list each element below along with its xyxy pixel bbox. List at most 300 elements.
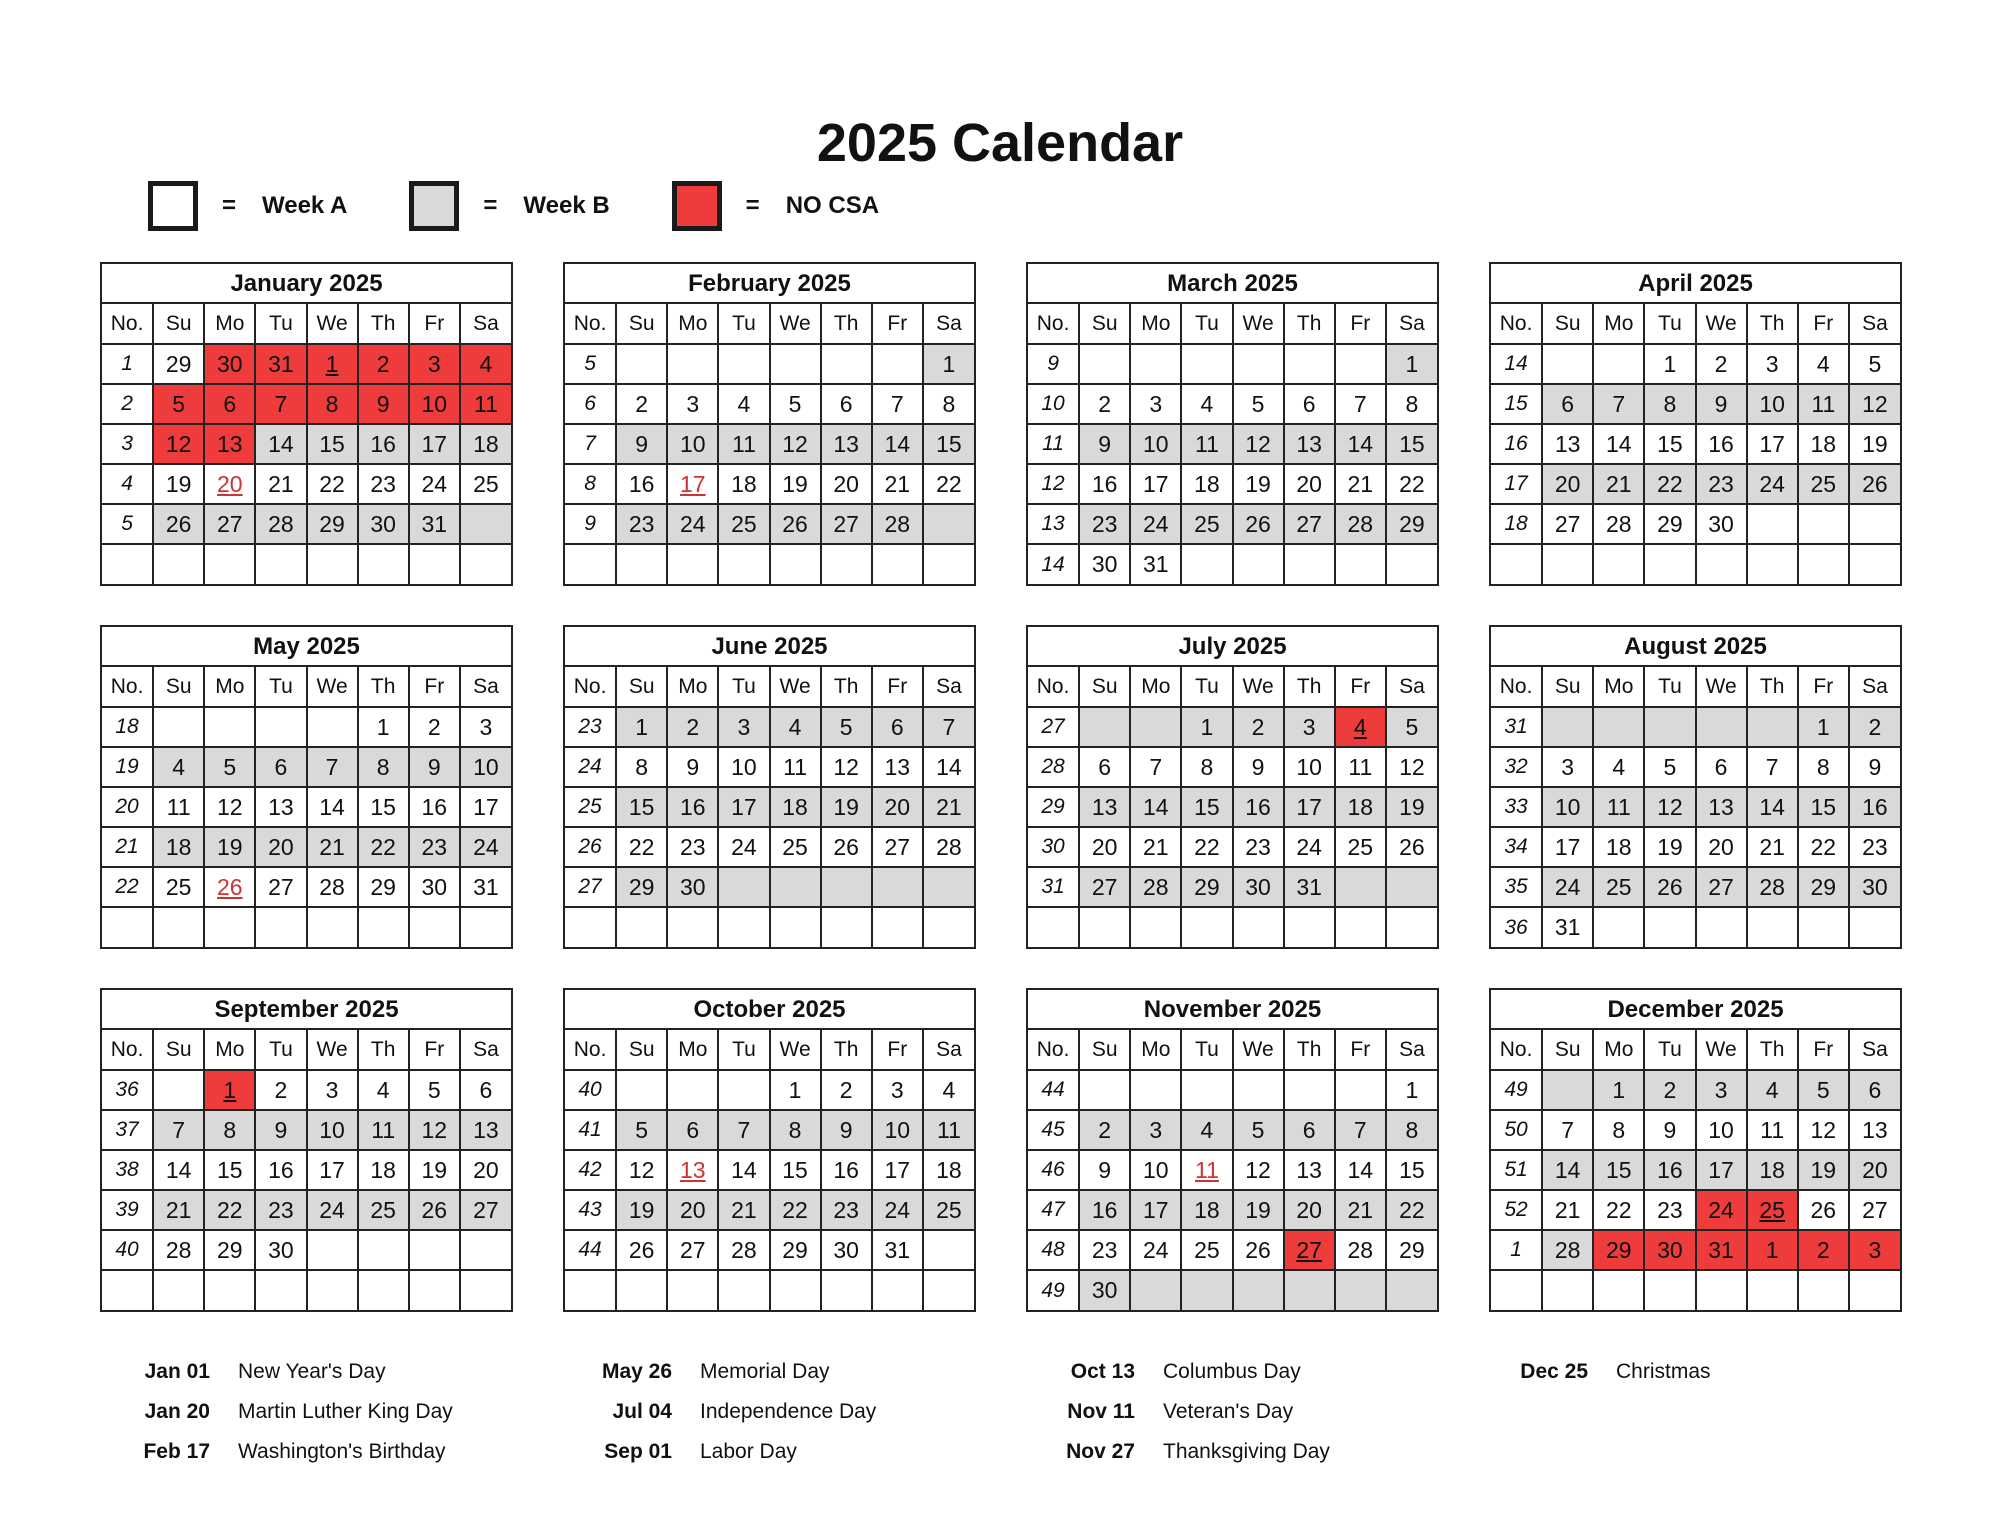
- week-row: [1028, 544, 1437, 584]
- day-cell: 21: [718, 1190, 769, 1230]
- day-cell: 8: [770, 1110, 821, 1150]
- day-cell: 13: [1696, 787, 1747, 827]
- day-cell: [1593, 344, 1644, 384]
- week-row: [565, 504, 974, 544]
- day-cell: 14: [1130, 787, 1181, 827]
- day-cell: 9: [255, 1110, 306, 1150]
- day-header: Tu: [255, 667, 306, 707]
- day-cell: [1284, 1270, 1335, 1310]
- day-cell: 31: [460, 867, 511, 907]
- day-cell: [1335, 1070, 1386, 1110]
- week-row: [1491, 344, 1900, 384]
- day-cell: 29: [153, 344, 204, 384]
- day-cell: [307, 907, 358, 947]
- day-cell: 4: [358, 1070, 409, 1110]
- month-calendar: [1026, 262, 1439, 586]
- day-cell: 12: [616, 1150, 667, 1190]
- week-number: 6: [565, 384, 616, 424]
- day-cell: 21: [1542, 1190, 1593, 1230]
- day-cell: 28: [153, 1230, 204, 1270]
- day-cell: 27: [255, 867, 306, 907]
- day-header: We: [770, 304, 821, 344]
- day-header: Su: [1542, 667, 1593, 707]
- day-header: Su: [616, 667, 667, 707]
- week-number: 5: [102, 504, 153, 544]
- day-cell: [1644, 907, 1695, 947]
- day-cell: 30: [667, 867, 718, 907]
- day-header: Fr: [1335, 304, 1386, 344]
- day-cell: 15: [1644, 424, 1695, 464]
- day-cell: [872, 867, 923, 907]
- day-cell: 16: [1233, 787, 1284, 827]
- day-cell: 13: [667, 1150, 718, 1190]
- day-cell: 5: [1849, 344, 1900, 384]
- week-number: 16: [1491, 424, 1542, 464]
- day-cell: 1: [616, 707, 667, 747]
- day-cell: 14: [153, 1150, 204, 1190]
- day-cell: [409, 907, 460, 947]
- day-cell: 3: [667, 384, 718, 424]
- day-cell: 12: [821, 747, 872, 787]
- day-cell: 16: [1849, 787, 1900, 827]
- day-cell: [718, 907, 769, 947]
- day-cell: 24: [667, 504, 718, 544]
- day-cell: [153, 544, 204, 584]
- day-cell: 26: [1233, 504, 1284, 544]
- month-title: December 2025: [1491, 990, 1900, 1030]
- day-cell: [1130, 907, 1181, 947]
- week-row: [102, 1150, 511, 1190]
- month-title: June 2025: [565, 627, 974, 667]
- day-cell: 2: [821, 1070, 872, 1110]
- month-table: [565, 304, 974, 584]
- day-cell: 4: [153, 747, 204, 787]
- week-number: 43: [565, 1190, 616, 1230]
- day-cell: 14: [1542, 1150, 1593, 1190]
- day-cell: 20: [821, 464, 872, 504]
- day-cell: 14: [1335, 424, 1386, 464]
- holiday-date: Dec 25: [1520, 1360, 1588, 1383]
- day-cell: 13: [1284, 424, 1335, 464]
- day-cell: 23: [1233, 827, 1284, 867]
- day-header: Fr: [872, 304, 923, 344]
- day-cell: [1079, 907, 1130, 947]
- day-cell: 15: [358, 787, 409, 827]
- day-header: We: [1696, 667, 1747, 707]
- day-cell: 14: [1335, 1150, 1386, 1190]
- week-number: 33: [1491, 787, 1542, 827]
- day-header: Su: [616, 304, 667, 344]
- week-number: 52: [1491, 1190, 1542, 1230]
- month-calendar: [1026, 988, 1439, 1312]
- day-cell: 20: [667, 1190, 718, 1230]
- day-cell: 17: [409, 424, 460, 464]
- day-header: Th: [1284, 667, 1335, 707]
- day-cell: [1644, 544, 1695, 584]
- month-calendar: [100, 625, 513, 949]
- day-cell: [616, 1270, 667, 1310]
- day-cell: 23: [409, 827, 460, 867]
- day-cell: [821, 907, 872, 947]
- day-header: Sa: [1386, 304, 1437, 344]
- day-header: Tu: [1644, 667, 1695, 707]
- day-cell: 12: [1233, 1150, 1284, 1190]
- day-cell: [1593, 907, 1644, 947]
- day-cell: 22: [1386, 1190, 1437, 1230]
- month-title: March 2025: [1028, 264, 1437, 304]
- week-row: [565, 1190, 974, 1230]
- week-number: [565, 544, 616, 584]
- month-calendar: [100, 262, 513, 586]
- day-cell: 18: [1335, 787, 1386, 827]
- day-cell: 17: [667, 464, 718, 504]
- day-header: Fr: [1335, 1030, 1386, 1070]
- day-cell: 28: [1335, 1230, 1386, 1270]
- day-cell: [1233, 544, 1284, 584]
- legend-week-b: [409, 181, 609, 231]
- day-cell: 4: [770, 707, 821, 747]
- week-row: [1491, 1150, 1900, 1190]
- day-cell: 12: [153, 424, 204, 464]
- day-cell: 2: [1644, 1070, 1695, 1110]
- day-cell: [1284, 1070, 1335, 1110]
- day-cell: 21: [1747, 827, 1798, 867]
- month-calendar: [1489, 625, 1902, 949]
- day-cell: 15: [1181, 787, 1232, 827]
- day-cell: 31: [1542, 907, 1593, 947]
- day-cell: 7: [1747, 747, 1798, 787]
- day-cell: [872, 544, 923, 584]
- day-cell: [1335, 867, 1386, 907]
- day-cell: 18: [1181, 464, 1232, 504]
- day-cell: [718, 867, 769, 907]
- day-header: Th: [1747, 304, 1798, 344]
- day-header: Mo: [1130, 304, 1181, 344]
- day-cell: 10: [667, 424, 718, 464]
- day-header-row: [102, 1030, 511, 1070]
- week-row: [102, 544, 511, 584]
- month-title: September 2025: [102, 990, 511, 1030]
- week-row: [102, 504, 511, 544]
- day-header: Mo: [204, 304, 255, 344]
- day-cell: [616, 344, 667, 384]
- day-cell: 12: [1849, 384, 1900, 424]
- day-cell: 20: [204, 464, 255, 504]
- day-cell: 3: [718, 707, 769, 747]
- day-cell: [1233, 1070, 1284, 1110]
- week-number: 25: [565, 787, 616, 827]
- day-cell: 11: [1181, 424, 1232, 464]
- month-calendar: [1489, 262, 1902, 586]
- day-cell: 29: [204, 1230, 255, 1270]
- day-cell: 5: [1233, 384, 1284, 424]
- day-cell: 11: [770, 747, 821, 787]
- day-cell: 9: [358, 384, 409, 424]
- week-row: [1491, 1270, 1900, 1310]
- day-cell: [718, 344, 769, 384]
- week-number: 21: [102, 827, 153, 867]
- legend-label-week-b: Week B: [523, 192, 610, 219]
- day-cell: 11: [1747, 1110, 1798, 1150]
- day-cell: 18: [923, 1150, 974, 1190]
- day-header: Th: [358, 304, 409, 344]
- holiday-entry: [110, 1434, 446, 1470]
- week-number: 27: [1028, 707, 1079, 747]
- day-cell: [667, 344, 718, 384]
- week-number: 24: [565, 747, 616, 787]
- day-cell: 13: [1849, 1110, 1900, 1150]
- day-cell: 11: [1335, 747, 1386, 787]
- day-cell: 12: [1644, 787, 1695, 827]
- day-header: We: [307, 667, 358, 707]
- day-cell: [1849, 1270, 1900, 1310]
- week-number: 15: [1491, 384, 1542, 424]
- holiday-name: Thanksgiving Day: [1163, 1440, 1330, 1463]
- day-header: Fr: [409, 667, 460, 707]
- week-number: 30: [1028, 827, 1079, 867]
- day-cell: 2: [358, 344, 409, 384]
- day-cell: 16: [1696, 424, 1747, 464]
- week-row: [1491, 384, 1900, 424]
- day-cell: [358, 907, 409, 947]
- day-header: We: [1233, 667, 1284, 707]
- legend-equals: =: [745, 192, 760, 219]
- week-number: [1028, 907, 1079, 947]
- day-cell: 23: [667, 827, 718, 867]
- day-cell: [307, 544, 358, 584]
- holiday-name: Labor Day: [700, 1440, 797, 1463]
- day-cell: [770, 544, 821, 584]
- day-cell: 18: [153, 827, 204, 867]
- day-cell: 3: [1696, 1070, 1747, 1110]
- day-cell: [1130, 1270, 1181, 1310]
- month-table: [565, 667, 974, 947]
- day-header: Mo: [1130, 667, 1181, 707]
- holiday-entry: [572, 1434, 797, 1470]
- day-cell: 15: [1386, 424, 1437, 464]
- day-header: Mo: [1593, 1030, 1644, 1070]
- day-cell: [1386, 544, 1437, 584]
- day-header: We: [1233, 304, 1284, 344]
- day-cell: 19: [1644, 827, 1695, 867]
- day-cell: [923, 504, 974, 544]
- month-title: April 2025: [1491, 264, 1900, 304]
- day-header: We: [1696, 304, 1747, 344]
- day-cell: [770, 1270, 821, 1310]
- day-cell: 5: [1798, 1070, 1849, 1110]
- day-cell: 23: [1079, 504, 1130, 544]
- day-cell: 14: [923, 747, 974, 787]
- day-header: Sa: [1386, 667, 1437, 707]
- legend-swatch-week-a: [148, 181, 198, 231]
- day-cell: 10: [1696, 1110, 1747, 1150]
- week-number: 23: [565, 707, 616, 747]
- day-cell: 20: [255, 827, 306, 867]
- day-header: No.: [1491, 304, 1542, 344]
- day-cell: [1181, 1070, 1232, 1110]
- week-number: [102, 544, 153, 584]
- week-row: [1491, 907, 1900, 947]
- day-cell: [1747, 1270, 1798, 1310]
- day-cell: 13: [872, 747, 923, 787]
- week-row: [102, 1270, 511, 1310]
- day-cell: 21: [1130, 827, 1181, 867]
- day-cell: [460, 1230, 511, 1270]
- day-cell: 8: [616, 747, 667, 787]
- day-cell: 16: [616, 464, 667, 504]
- day-cell: 7: [718, 1110, 769, 1150]
- day-cell: 5: [409, 1070, 460, 1110]
- day-cell: 26: [1798, 1190, 1849, 1230]
- week-row: [102, 787, 511, 827]
- day-cell: [821, 544, 872, 584]
- day-header: No.: [565, 304, 616, 344]
- day-cell: 16: [821, 1150, 872, 1190]
- day-cell: [872, 344, 923, 384]
- week-number: 50: [1491, 1110, 1542, 1150]
- day-cell: 5: [1644, 747, 1695, 787]
- day-header: Fr: [1798, 1030, 1849, 1070]
- month-table: [102, 304, 511, 584]
- day-header: Fr: [872, 1030, 923, 1070]
- day-cell: 22: [204, 1190, 255, 1230]
- day-cell: 30: [409, 867, 460, 907]
- day-cell: 15: [616, 787, 667, 827]
- legend: [148, 178, 941, 234]
- day-header: Sa: [923, 1030, 974, 1070]
- month-table: [1491, 667, 1900, 947]
- day-cell: [1542, 1070, 1593, 1110]
- day-cell: 16: [358, 424, 409, 464]
- day-cell: 18: [1593, 827, 1644, 867]
- week-row: [102, 867, 511, 907]
- day-cell: 6: [1284, 384, 1335, 424]
- day-cell: 1: [1798, 707, 1849, 747]
- week-number: [1491, 1270, 1542, 1310]
- day-header: Sa: [460, 304, 511, 344]
- day-cell: 27: [1542, 504, 1593, 544]
- day-cell: 8: [1644, 384, 1695, 424]
- day-cell: 7: [307, 747, 358, 787]
- day-cell: [923, 1270, 974, 1310]
- week-number: 22: [102, 867, 153, 907]
- week-row: [1491, 544, 1900, 584]
- day-cell: 23: [616, 504, 667, 544]
- day-header: Fr: [872, 667, 923, 707]
- week-number: 40: [565, 1070, 616, 1110]
- day-cell: 6: [1696, 747, 1747, 787]
- day-cell: [255, 1270, 306, 1310]
- day-cell: 8: [1181, 747, 1232, 787]
- week-number: 38: [102, 1150, 153, 1190]
- day-cell: 2: [667, 707, 718, 747]
- day-cell: 5: [821, 707, 872, 747]
- day-cell: [255, 907, 306, 947]
- day-cell: 29: [616, 867, 667, 907]
- day-header: Mo: [667, 667, 718, 707]
- week-number: 34: [1491, 827, 1542, 867]
- day-cell: [153, 707, 204, 747]
- week-row: [1028, 504, 1437, 544]
- day-header: No.: [565, 1030, 616, 1070]
- day-cell: [358, 1270, 409, 1310]
- day-cell: 11: [923, 1110, 974, 1150]
- day-cell: 26: [1849, 464, 1900, 504]
- day-cell: 17: [1542, 827, 1593, 867]
- week-row: [102, 1070, 511, 1110]
- day-header: Th: [1747, 667, 1798, 707]
- month-calendar: [1026, 625, 1439, 949]
- day-cell: 2: [1849, 707, 1900, 747]
- day-cell: 19: [409, 1150, 460, 1190]
- day-cell: 3: [1542, 747, 1593, 787]
- day-cell: [1747, 907, 1798, 947]
- day-cell: 14: [1747, 787, 1798, 827]
- week-row: [565, 907, 974, 947]
- week-number: 42: [565, 1150, 616, 1190]
- day-cell: [1798, 504, 1849, 544]
- day-cell: 6: [1542, 384, 1593, 424]
- day-cell: 26: [1233, 1230, 1284, 1270]
- day-cell: 31: [409, 504, 460, 544]
- day-cell: [718, 1270, 769, 1310]
- day-cell: [1542, 707, 1593, 747]
- day-cell: 10: [1130, 1150, 1181, 1190]
- day-cell: 16: [1079, 1190, 1130, 1230]
- day-cell: [1696, 907, 1747, 947]
- holiday-date: Jan 20: [144, 1400, 210, 1423]
- day-cell: [153, 1070, 204, 1110]
- day-cell: 31: [255, 344, 306, 384]
- day-cell: [667, 1270, 718, 1310]
- day-cell: 5: [1386, 707, 1437, 747]
- day-header: Th: [1747, 1030, 1798, 1070]
- day-header: Mo: [1593, 667, 1644, 707]
- day-header: Mo: [667, 1030, 718, 1070]
- day-cell: [923, 1230, 974, 1270]
- month-calendar: [100, 988, 513, 1312]
- day-cell: 4: [1798, 344, 1849, 384]
- month-calendar: [563, 625, 976, 949]
- day-cell: 5: [204, 747, 255, 787]
- day-cell: 15: [770, 1150, 821, 1190]
- day-cell: 4: [718, 384, 769, 424]
- week-row: [1028, 867, 1437, 907]
- day-cell: 23: [821, 1190, 872, 1230]
- day-cell: 15: [307, 424, 358, 464]
- month-table: [1028, 304, 1437, 584]
- day-cell: [1747, 504, 1798, 544]
- day-cell: 9: [1849, 747, 1900, 787]
- day-cell: [1849, 907, 1900, 947]
- day-cell: 8: [923, 384, 974, 424]
- week-number: 9: [1028, 344, 1079, 384]
- day-cell: [307, 1270, 358, 1310]
- day-cell: [1386, 867, 1437, 907]
- day-cell: 25: [1747, 1190, 1798, 1230]
- day-cell: 12: [1386, 747, 1437, 787]
- day-cell: 25: [923, 1190, 974, 1230]
- day-cell: 4: [1181, 384, 1232, 424]
- holiday-date: Feb 17: [143, 1440, 210, 1463]
- day-header: Mo: [667, 304, 718, 344]
- week-number: 32: [1491, 747, 1542, 787]
- day-cell: [255, 544, 306, 584]
- holiday-entry: [110, 1354, 386, 1390]
- day-cell: 9: [1644, 1110, 1695, 1150]
- week-number: 28: [1028, 747, 1079, 787]
- day-cell: 26: [153, 504, 204, 544]
